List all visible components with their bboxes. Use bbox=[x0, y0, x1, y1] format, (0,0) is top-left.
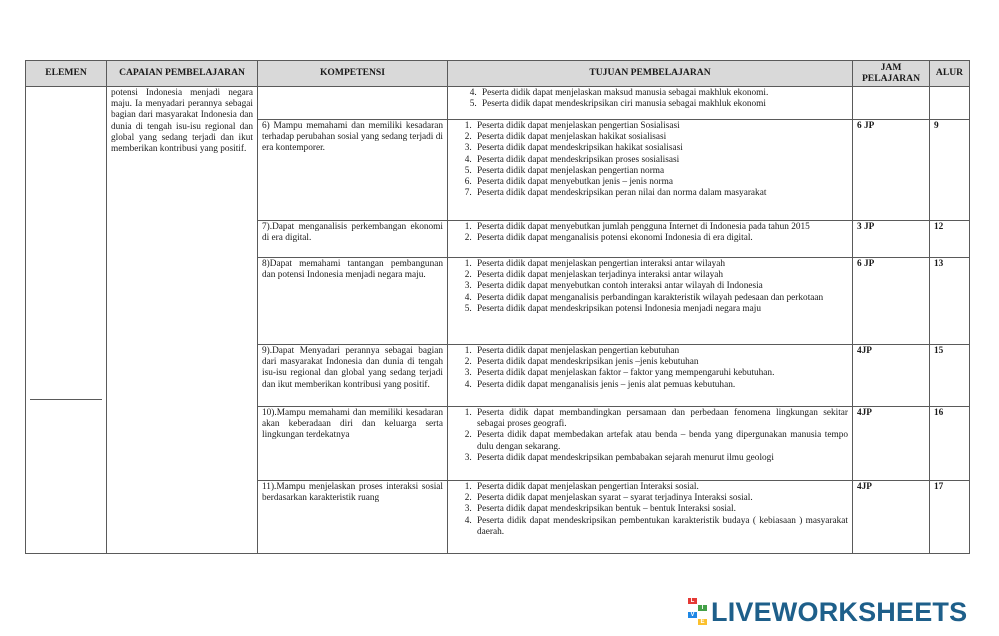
list-item: 1. Peserta didik dapat menjelaskan pengertian Interaksi sosial. bbox=[474, 482, 848, 493]
alur-cell: 12 bbox=[930, 221, 970, 258]
kompetensi-cell: 9).Dapat Menyadari perannya sebagai bagian dari masyarakat Indonesia dan dunia di tengah isu-isu regional dan global yang sedang terjadi dan ikut memberikan kontribusi yang positif. bbox=[258, 345, 448, 407]
tujuan-cell bbox=[448, 481, 853, 554]
kompetensi-cell bbox=[258, 87, 448, 120]
jam-cell bbox=[853, 87, 930, 120]
logo-block: V bbox=[688, 612, 697, 618]
list-item: 5. Peserta didik dapat menjelaskan pengertian norma bbox=[474, 166, 848, 177]
table-row bbox=[26, 87, 970, 120]
logo-wordmark: LIVEWORKSHEETS bbox=[711, 596, 968, 627]
list-item: 1. Peserta didik dapat menyebutkan jumlah pengguna Internet di Indonesia pada tahun 2015 bbox=[474, 222, 848, 233]
list-item: 2. Peserta didik dapat menjelaskan syarat – syarat terjadinya Interaksi sosial. bbox=[474, 493, 848, 504]
list-item: 4. Peserta didik dapat menjelaskan maksud manusia sebagai makhluk ekonomi. bbox=[479, 88, 848, 99]
tujuan-list bbox=[452, 408, 848, 464]
tujuan-list bbox=[452, 346, 848, 391]
tujuan-cell bbox=[448, 258, 853, 345]
alur-cell: 16 bbox=[930, 407, 970, 481]
list-item: 2. Peserta didik dapat menganalisis potensi ekonomi Indonesia di era digital. bbox=[474, 233, 848, 244]
list-item: 1. Peserta didik dapat menjelaskan pengertian Sosialisasi bbox=[474, 121, 848, 132]
tujuan-cell bbox=[448, 120, 853, 221]
tujuan-cell bbox=[448, 87, 853, 120]
tujuan-list bbox=[452, 88, 848, 110]
alur-cell: 15 bbox=[930, 345, 970, 407]
tujuan-list bbox=[452, 259, 848, 315]
tujuan-list bbox=[452, 482, 848, 538]
list-item: 5. Peserta didik dapat mendeskripsikan potensi Indonesia menjadi negara maju bbox=[474, 304, 848, 315]
list-item: 4. Peserta didik dapat mendeskripsikan proses sosialisasi bbox=[474, 155, 848, 166]
kompetensi-cell: 11).Mampu menjelaskan proses interaksi sosial berdasarkan karakteristik ruang bbox=[258, 481, 448, 554]
list-item: 4. Peserta didik dapat menganalisis perbandingan karakteristik wilayah pedesaan dan perkotaan bbox=[474, 293, 848, 304]
alur-cell bbox=[930, 87, 970, 120]
list-item: 3. Peserta didik dapat menjelaskan faktor – faktor yang mempengaruhi kebutuhan. bbox=[474, 368, 848, 379]
header-row bbox=[26, 61, 970, 87]
jam-cell: 3 JP bbox=[853, 221, 930, 258]
learning-plan-table bbox=[25, 60, 970, 554]
live-blocks-icon bbox=[688, 598, 708, 626]
capaian-cell: potensi Indonesia menjadi negara maju. Ia menyadari perannya sebagai bagian dari masyarakat Indonesia dan dunia di tengah isu-isu regional dan global yang sedang terjadi dan ikut memberikan kontribusi yang positif. bbox=[107, 87, 258, 554]
kompetensi-cell: 8)Dapat memahami tantangan pembangunan dan potensi Indonesia menjadi negara maju. bbox=[258, 258, 448, 345]
list-item: 3. Peserta didik dapat mendeskripsikan pembabakan sejarah menurut ilmu geologi bbox=[474, 453, 848, 464]
header-kompetensi: KOMPETENSI bbox=[258, 61, 448, 87]
alur-cell: 17 bbox=[930, 481, 970, 554]
kompetensi-cell: 6) Mampu memahami dan memiliki kesadaran terhadap perubahan sosial yang sedang terjadi di era kontemporer. bbox=[258, 120, 448, 221]
tujuan-cell bbox=[448, 221, 853, 258]
header-jam: JAM PELAJARAN bbox=[853, 61, 930, 87]
kompetensi-cell: 10).Mampu memahami dan memiliki kesadaran akan keberadaan diri dan keluarga serta lingkungan terdekatnya bbox=[258, 407, 448, 481]
header-capaian: CAPAIAN PEMBELAJARAN bbox=[107, 61, 258, 87]
tujuan-cell bbox=[448, 407, 853, 481]
tujuan-list bbox=[452, 121, 848, 199]
list-item: 4. Peserta didik dapat menganalisis jenis – jenis alat pemuas kebutuhan. bbox=[474, 380, 848, 391]
list-item: 7. Peserta didik dapat mendeskripsikan peran nilai dan norma dalam masyarakat bbox=[474, 188, 848, 199]
list-item: 1. Peserta didik dapat membandingkan persamaan dan perbedaan fenomena lingkungan sekitar sebagai proses geografi. bbox=[474, 408, 848, 430]
liveworksheets-logo[interactable] bbox=[688, 596, 967, 628]
list-item: 3. Peserta didik dapat mendeskripsikan bentuk – bentuk Interaksi sosial. bbox=[474, 504, 848, 515]
list-item: 4. Peserta didik dapat mendeskripsikan pembentukan karakteristik budaya ( kebiasaan ) masyarakat daerah. bbox=[474, 516, 848, 538]
logo-block: L bbox=[688, 598, 697, 604]
alur-cell: 9 bbox=[930, 120, 970, 221]
jam-cell: 6 JP bbox=[853, 120, 930, 221]
list-item: 2. Peserta didik dapat menjelaskan terjadinya interaksi antar wilayah bbox=[474, 270, 848, 281]
list-item: 1. Peserta didik dapat menjelaskan pengertian kebutuhan bbox=[474, 346, 848, 357]
list-item: 2. Peserta didik dapat menjelaskan hakikat sosialisasi bbox=[474, 132, 848, 143]
header-alur: ALUR bbox=[930, 61, 970, 87]
logo-block: I bbox=[698, 605, 707, 611]
alur-cell: 13 bbox=[930, 258, 970, 345]
jam-cell: 4JP bbox=[853, 345, 930, 407]
jam-cell: 4JP bbox=[853, 481, 930, 554]
list-item: 2. Peserta didik dapat membedakan artefak atau benda – benda yang dipergunakan manusia tempo dulu dengan sekarang. bbox=[474, 430, 848, 452]
elemen-divider bbox=[30, 399, 102, 400]
list-item: 1. Peserta didik dapat menjelaskan pengertian interaksi antar wilayah bbox=[474, 259, 848, 270]
list-item: 3. Peserta didik dapat mendeskripsikan hakikat sosialisasi bbox=[474, 143, 848, 154]
tujuan-list bbox=[452, 222, 848, 244]
jam-cell: 4JP bbox=[853, 407, 930, 481]
list-item: 5. Peserta didik dapat mendeskripsikan ciri manusia sebagai makhluk ekonomi bbox=[479, 99, 848, 110]
logo-block: E bbox=[698, 619, 707, 625]
kompetensi-cell: 7).Dapat menganalisis perkembangan ekonomi di era digital. bbox=[258, 221, 448, 258]
list-item: 6. Peserta didik dapat menyebutkan jenis – jenis norma bbox=[474, 177, 848, 188]
elemen-cell bbox=[26, 87, 107, 554]
list-item: 3. Peserta didik dapat menyebutkan contoh interaksi antar wilayah di Indonesia bbox=[474, 281, 848, 292]
header-tujuan: TUJUAN PEMBELAJARAN bbox=[448, 61, 853, 87]
header-elemen: ELEMEN bbox=[26, 61, 107, 87]
tujuan-cell bbox=[448, 345, 853, 407]
list-item: 2. Peserta didik dapat mendeskripsikan jenis –jenis kebutuhan bbox=[474, 357, 848, 368]
jam-cell: 6 JP bbox=[853, 258, 930, 345]
